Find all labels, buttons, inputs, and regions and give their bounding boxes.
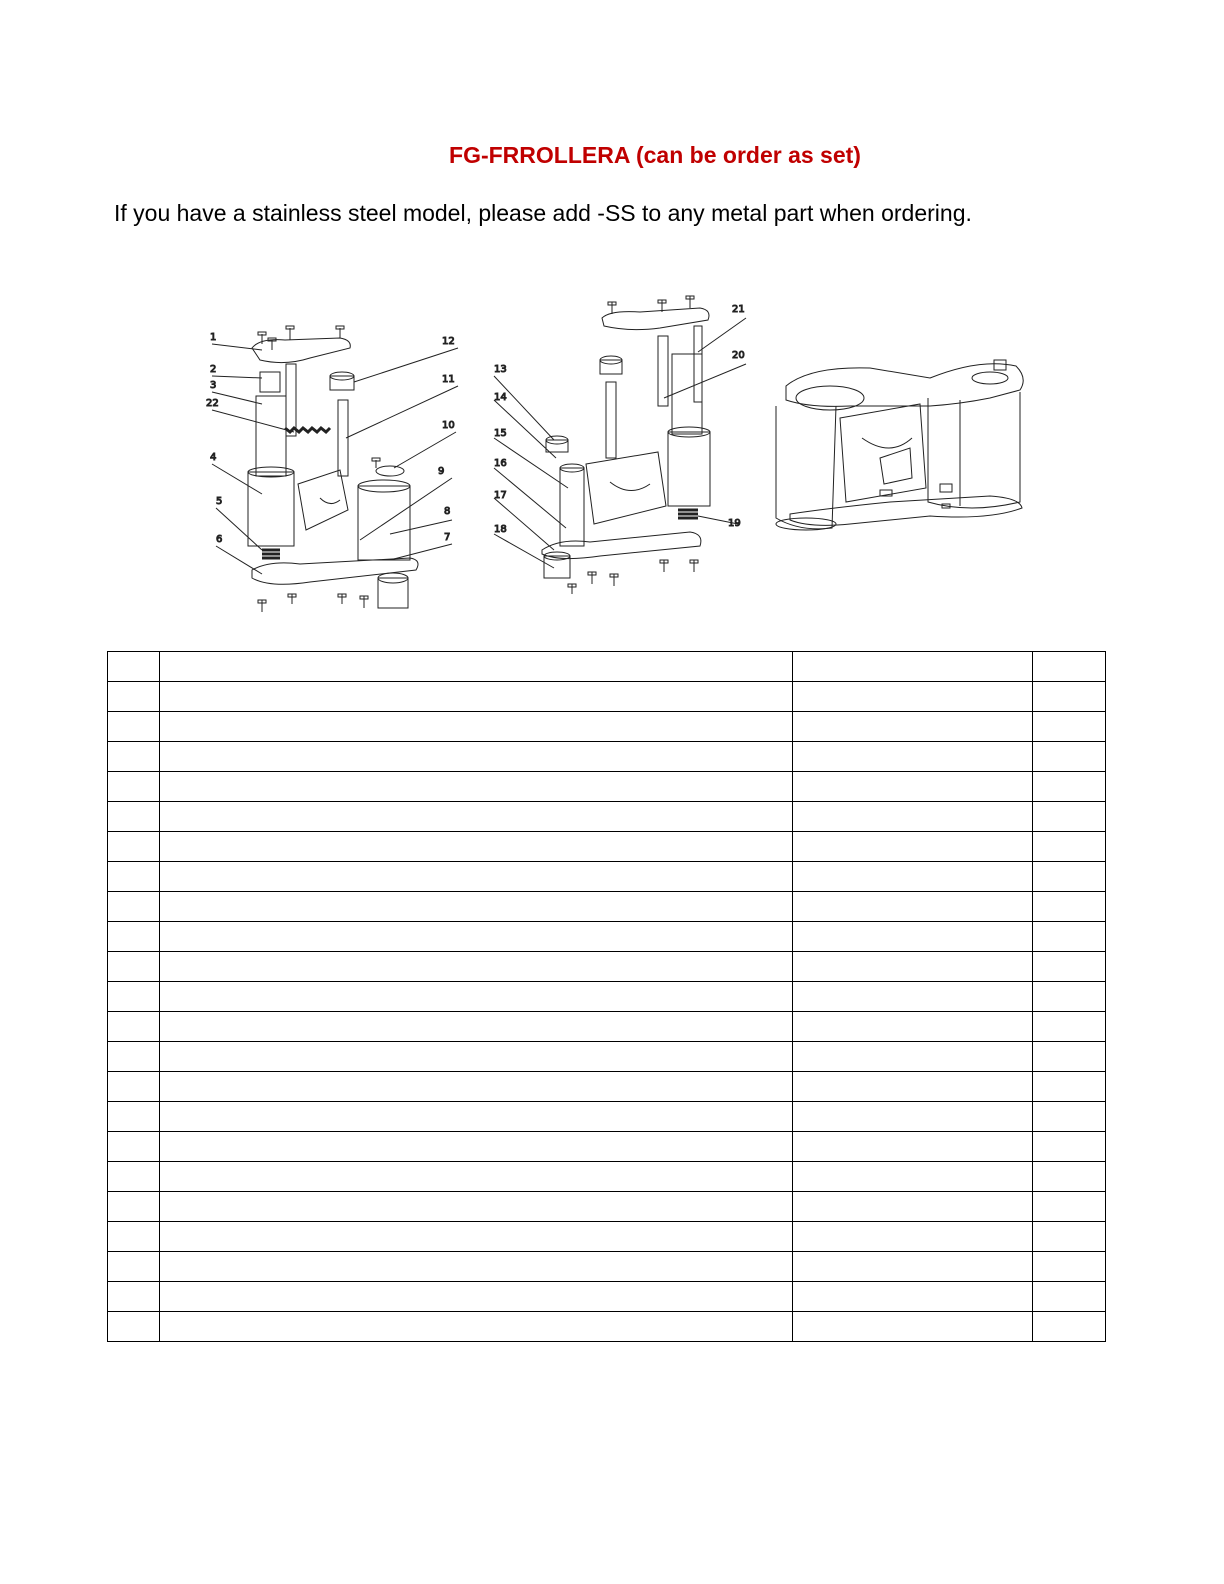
qty-cell bbox=[1033, 1222, 1106, 1252]
item-no-cell bbox=[108, 1222, 160, 1252]
item-no-cell bbox=[108, 862, 160, 892]
qty-cell bbox=[1033, 1102, 1106, 1132]
part-number-cell bbox=[793, 892, 1033, 922]
qty-cell bbox=[1033, 802, 1106, 832]
qty-cell bbox=[1033, 1012, 1106, 1042]
item-no-cell bbox=[108, 682, 160, 712]
item-no-cell bbox=[108, 1252, 160, 1282]
table-row bbox=[108, 1042, 1106, 1072]
part-number-cell bbox=[793, 1042, 1033, 1072]
description-cell bbox=[160, 682, 793, 712]
description-cell bbox=[160, 772, 793, 802]
description-cell bbox=[160, 1042, 793, 1072]
part-number-cell bbox=[793, 832, 1033, 862]
qty-cell bbox=[1033, 922, 1106, 952]
table-row bbox=[108, 1162, 1106, 1192]
svg-text:14: 14 bbox=[494, 392, 507, 403]
item-no-cell bbox=[108, 832, 160, 862]
svg-text:12: 12 bbox=[442, 336, 455, 347]
qty-cell bbox=[1033, 652, 1106, 682]
part-number-cell bbox=[793, 952, 1033, 982]
description-cell bbox=[160, 1132, 793, 1162]
svg-text:8: 8 bbox=[444, 506, 451, 517]
svg-text:15: 15 bbox=[494, 428, 507, 439]
description-cell bbox=[160, 862, 793, 892]
part-number-cell bbox=[793, 1132, 1033, 1162]
description-cell bbox=[160, 802, 793, 832]
svg-text:22: 22 bbox=[206, 398, 219, 409]
part-number-cell bbox=[793, 922, 1033, 952]
description-cell bbox=[160, 1012, 793, 1042]
description-cell bbox=[160, 712, 793, 742]
part-number-cell bbox=[793, 1162, 1033, 1192]
part-number-cell bbox=[793, 1282, 1033, 1312]
qty-cell bbox=[1033, 1162, 1106, 1192]
description-cell bbox=[160, 1282, 793, 1312]
qty-cell bbox=[1033, 1282, 1106, 1312]
item-no-cell bbox=[108, 802, 160, 832]
part-number-cell bbox=[793, 742, 1033, 772]
item-no-cell bbox=[108, 1012, 160, 1042]
description-cell bbox=[160, 1072, 793, 1102]
description-cell bbox=[160, 1102, 793, 1132]
part-number-cell bbox=[793, 682, 1033, 712]
description-cell bbox=[160, 1252, 793, 1282]
description-cell bbox=[160, 982, 793, 1012]
table-row bbox=[108, 1312, 1106, 1342]
item-no-cell bbox=[108, 652, 160, 682]
item-no-cell bbox=[108, 922, 160, 952]
part-number-cell bbox=[793, 712, 1033, 742]
part-number-cell bbox=[793, 772, 1033, 802]
qty-cell bbox=[1033, 742, 1106, 772]
left-exploded-view bbox=[212, 326, 458, 612]
svg-text:4: 4 bbox=[210, 452, 217, 463]
description-cell bbox=[160, 742, 793, 772]
table-row bbox=[108, 1072, 1106, 1102]
part-number-cell bbox=[793, 1102, 1033, 1132]
item-no-cell bbox=[108, 1192, 160, 1222]
svg-text:2: 2 bbox=[210, 364, 217, 375]
qty-cell bbox=[1033, 682, 1106, 712]
table-row bbox=[108, 892, 1106, 922]
exploded-parts-diagram bbox=[190, 288, 1040, 623]
item-no-cell bbox=[108, 772, 160, 802]
part-number-cell bbox=[793, 1012, 1033, 1042]
item-no-cell bbox=[108, 1132, 160, 1162]
description-cell bbox=[160, 1162, 793, 1192]
description-cell bbox=[160, 1312, 793, 1342]
description-cell bbox=[160, 1222, 793, 1252]
svg-text:20: 20 bbox=[732, 350, 745, 361]
svg-text:6: 6 bbox=[216, 534, 223, 545]
part-number-cell bbox=[793, 652, 1033, 682]
qty-cell bbox=[1033, 772, 1106, 802]
item-no-cell bbox=[108, 1312, 160, 1342]
table-row bbox=[108, 712, 1106, 742]
item-no-cell bbox=[108, 952, 160, 982]
table-row bbox=[108, 952, 1106, 982]
table-row bbox=[108, 652, 1106, 682]
description-cell bbox=[160, 652, 793, 682]
table-row bbox=[108, 682, 1106, 712]
table-row bbox=[108, 1012, 1106, 1042]
qty-cell bbox=[1033, 1072, 1106, 1102]
part-number-cell bbox=[793, 1312, 1033, 1342]
table-row bbox=[108, 1282, 1106, 1312]
svg-text:18: 18 bbox=[494, 524, 507, 535]
assembled-view bbox=[776, 360, 1023, 530]
table-row bbox=[108, 862, 1106, 892]
description-cell bbox=[160, 952, 793, 982]
part-number-cell bbox=[793, 1252, 1033, 1282]
svg-text:10: 10 bbox=[442, 420, 455, 431]
left-callout-labels bbox=[206, 332, 455, 545]
qty-cell bbox=[1033, 862, 1106, 892]
qty-cell bbox=[1033, 982, 1106, 1012]
item-no-cell bbox=[108, 982, 160, 1012]
table-row bbox=[108, 1192, 1106, 1222]
part-number-cell bbox=[793, 1072, 1033, 1102]
qty-cell bbox=[1033, 712, 1106, 742]
svg-text:21: 21 bbox=[732, 304, 745, 315]
svg-text:3: 3 bbox=[210, 380, 217, 391]
middle-callout-labels bbox=[494, 304, 745, 535]
table-row bbox=[108, 832, 1106, 862]
item-no-cell bbox=[108, 742, 160, 772]
svg-text:13: 13 bbox=[494, 364, 507, 375]
table-row bbox=[108, 982, 1106, 1012]
part-number-cell bbox=[793, 862, 1033, 892]
item-no-cell bbox=[108, 1072, 160, 1102]
qty-cell bbox=[1033, 952, 1106, 982]
table-row bbox=[108, 802, 1106, 832]
qty-cell bbox=[1033, 1132, 1106, 1162]
svg-text:19: 19 bbox=[728, 518, 741, 529]
middle-exploded-view bbox=[494, 296, 746, 594]
table-row bbox=[108, 742, 1106, 772]
part-number-cell bbox=[793, 1192, 1033, 1222]
svg-text:16: 16 bbox=[494, 458, 507, 469]
qty-cell bbox=[1033, 1042, 1106, 1072]
svg-text:17: 17 bbox=[494, 490, 507, 501]
description-cell bbox=[160, 1192, 793, 1222]
qty-cell bbox=[1033, 1252, 1106, 1282]
description-cell bbox=[160, 832, 793, 862]
page-title: FG-FRROLLERA (can be order as set) bbox=[449, 142, 861, 168]
svg-text:11: 11 bbox=[442, 374, 455, 385]
item-no-cell bbox=[108, 1042, 160, 1072]
svg-text:1: 1 bbox=[210, 332, 217, 343]
item-no-cell bbox=[108, 1162, 160, 1192]
stainless-steel-note: If you have a stainless steel model, please add -SS to any metal part when ordering. bbox=[114, 200, 972, 226]
table-row bbox=[108, 1132, 1106, 1162]
table-row bbox=[108, 1252, 1106, 1282]
svg-text:5: 5 bbox=[216, 496, 223, 507]
part-number-cell bbox=[793, 982, 1033, 1012]
qty-cell bbox=[1033, 1192, 1106, 1222]
qty-cell bbox=[1033, 832, 1106, 862]
table-row bbox=[108, 772, 1106, 802]
item-no-cell bbox=[108, 712, 160, 742]
parts-table bbox=[107, 651, 1106, 1342]
description-cell bbox=[160, 922, 793, 952]
table-row bbox=[108, 922, 1106, 952]
item-no-cell bbox=[108, 892, 160, 922]
svg-text:7: 7 bbox=[444, 532, 451, 543]
description-cell bbox=[160, 892, 793, 922]
table-row bbox=[108, 1222, 1106, 1252]
table-row bbox=[108, 1102, 1106, 1132]
part-number-cell bbox=[793, 802, 1033, 832]
qty-cell bbox=[1033, 1312, 1106, 1342]
item-no-cell bbox=[108, 1102, 160, 1132]
qty-cell bbox=[1033, 892, 1106, 922]
part-number-cell bbox=[793, 1222, 1033, 1252]
svg-text:9: 9 bbox=[438, 466, 445, 477]
item-no-cell bbox=[108, 1282, 160, 1312]
